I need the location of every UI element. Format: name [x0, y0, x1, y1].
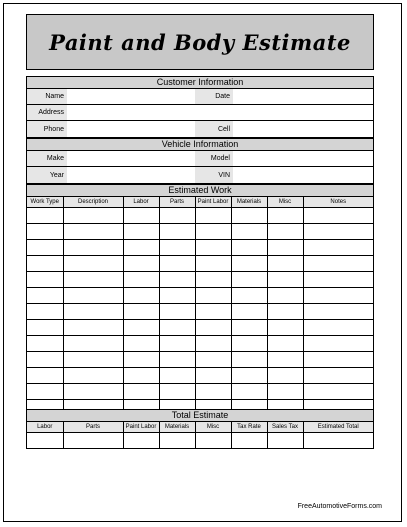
work-cell[interactable] [231, 288, 267, 304]
total-estimate-section [26, 409, 374, 449]
total-cell[interactable] [303, 433, 373, 449]
work-cell[interactable] [195, 304, 231, 320]
work-column-header: Labor [123, 197, 159, 208]
total-cell[interactable] [27, 433, 63, 449]
work-cell[interactable] [231, 208, 267, 224]
cell-field[interactable] [233, 121, 373, 137]
work-cell[interactable] [123, 384, 159, 400]
phone-label: Phone [27, 121, 67, 137]
work-cell[interactable] [195, 256, 231, 272]
work-cell[interactable] [267, 304, 303, 320]
work-cell[interactable] [159, 304, 195, 320]
work-cell[interactable] [195, 368, 231, 384]
work-cell[interactable] [159, 208, 195, 224]
work-cell[interactable] [27, 208, 63, 224]
work-header-row [27, 197, 373, 208]
work-cell[interactable] [123, 256, 159, 272]
total-header-row [27, 422, 373, 433]
work-cell[interactable] [123, 272, 159, 288]
work-cell[interactable] [27, 368, 63, 384]
work-cell[interactable] [159, 320, 195, 336]
total-cell[interactable] [63, 433, 123, 449]
work-cell[interactable] [303, 288, 373, 304]
work-cell[interactable] [27, 256, 63, 272]
work-cell[interactable] [195, 272, 231, 288]
work-cell[interactable] [267, 208, 303, 224]
work-cell[interactable] [27, 384, 63, 400]
customer-information-header: Customer Information [27, 77, 373, 89]
work-cell[interactable] [231, 336, 267, 352]
total-cell[interactable] [195, 433, 231, 449]
vehicle-row-make-model [27, 151, 373, 167]
work-cell[interactable] [27, 224, 63, 240]
work-cell[interactable] [303, 304, 373, 320]
work-cell[interactable] [195, 208, 231, 224]
work-row [27, 272, 373, 288]
name-label: Name [27, 89, 67, 104]
work-cell[interactable] [63, 304, 123, 320]
work-cell[interactable] [159, 352, 195, 368]
work-cell[interactable] [27, 304, 63, 320]
work-cell[interactable] [267, 320, 303, 336]
total-column-header: Estimated Total [303, 422, 373, 433]
work-row [27, 288, 373, 304]
work-row [27, 368, 373, 384]
work-row [27, 384, 373, 400]
work-cell[interactable] [195, 240, 231, 256]
total-cell[interactable] [231, 433, 267, 449]
work-cell[interactable] [231, 352, 267, 368]
page-title: Paint and Body Estimate [49, 29, 351, 55]
work-cell[interactable] [63, 288, 123, 304]
work-cell[interactable] [123, 304, 159, 320]
work-cell[interactable] [195, 384, 231, 400]
work-cell[interactable] [267, 384, 303, 400]
work-column-header: Misc [267, 197, 303, 208]
work-cell[interactable] [303, 224, 373, 240]
work-column-header: Parts [159, 197, 195, 208]
work-cell[interactable] [159, 288, 195, 304]
work-cell[interactable] [27, 320, 63, 336]
work-cell[interactable] [267, 288, 303, 304]
work-cell[interactable] [303, 272, 373, 288]
work-cell[interactable] [303, 208, 373, 224]
work-cell[interactable] [195, 320, 231, 336]
work-cell[interactable] [27, 352, 63, 368]
work-cell[interactable] [123, 224, 159, 240]
work-cell[interactable] [303, 336, 373, 352]
work-row [27, 256, 373, 272]
work-cell[interactable] [63, 384, 123, 400]
work-cell[interactable] [303, 256, 373, 272]
work-cell[interactable] [123, 352, 159, 368]
total-cell[interactable] [267, 433, 303, 449]
work-row [27, 224, 373, 240]
work-cell[interactable] [231, 272, 267, 288]
work-cell[interactable] [159, 256, 195, 272]
work-cell[interactable] [195, 336, 231, 352]
work-cell[interactable] [303, 240, 373, 256]
work-cell[interactable] [63, 320, 123, 336]
work-cell[interactable] [123, 240, 159, 256]
vehicle-information-header: Vehicle Information [27, 139, 373, 151]
year-field[interactable] [67, 167, 195, 183]
work-cell[interactable] [159, 224, 195, 240]
total-column-header: Parts [63, 422, 123, 433]
work-cell[interactable] [303, 384, 373, 400]
work-cell[interactable] [159, 240, 195, 256]
total-cell[interactable] [159, 433, 195, 449]
work-cell[interactable] [231, 240, 267, 256]
work-cell[interactable] [63, 256, 123, 272]
work-column-header: Notes [303, 197, 373, 208]
customer-information-section [26, 76, 374, 138]
total-column-header: Labor [27, 422, 63, 433]
work-cell[interactable] [63, 224, 123, 240]
work-column-header: Materials [231, 197, 267, 208]
total-estimate-header: Total Estimate [27, 410, 373, 422]
work-cell[interactable] [63, 208, 123, 224]
total-row [27, 433, 373, 449]
work-cell[interactable] [303, 368, 373, 384]
total-column-header: Sales Tax [267, 422, 303, 433]
model-field[interactable] [233, 151, 373, 166]
work-cell[interactable] [303, 352, 373, 368]
work-column-header: Description [63, 197, 123, 208]
work-column-header: Work Type [27, 197, 63, 208]
work-cell[interactable] [267, 352, 303, 368]
make-field[interactable] [67, 151, 195, 166]
customer-row-address [27, 105, 373, 121]
estimated-work-table [27, 197, 373, 415]
name-field[interactable] [67, 89, 195, 104]
work-cell[interactable] [159, 336, 195, 352]
work-cell[interactable] [231, 304, 267, 320]
work-cell[interactable] [159, 368, 195, 384]
work-cell[interactable] [123, 208, 159, 224]
work-cell[interactable] [267, 240, 303, 256]
work-cell[interactable] [63, 368, 123, 384]
work-cell[interactable] [63, 240, 123, 256]
work-cell[interactable] [267, 368, 303, 384]
work-cell[interactable] [27, 240, 63, 256]
work-cell[interactable] [27, 288, 63, 304]
work-cell[interactable] [123, 288, 159, 304]
total-column-header: Paint Labor [123, 422, 159, 433]
work-row [27, 208, 373, 224]
work-row [27, 320, 373, 336]
address-field[interactable] [67, 105, 373, 120]
make-label: Make [27, 151, 67, 166]
total-column-header: Materials [159, 422, 195, 433]
address-label: Address [27, 105, 67, 120]
work-cell[interactable] [63, 336, 123, 352]
vin-label: VIN [195, 167, 233, 183]
work-cell[interactable] [267, 336, 303, 352]
work-cell[interactable] [195, 224, 231, 240]
model-label: Model [195, 151, 233, 166]
work-cell[interactable] [231, 256, 267, 272]
title-banner [26, 14, 374, 70]
vehicle-information-section [26, 138, 374, 184]
estimated-work-section [26, 184, 374, 416]
phone-field[interactable] [67, 121, 195, 137]
estimated-work-header: Estimated Work [27, 185, 373, 197]
vehicle-row-year-vin [27, 167, 373, 183]
vin-field[interactable] [233, 167, 373, 183]
work-cell[interactable] [303, 320, 373, 336]
work-row [27, 304, 373, 320]
footer-website: FreeAutomotiveForms.com [297, 503, 382, 510]
work-cell[interactable] [159, 384, 195, 400]
total-column-header: Misc [195, 422, 231, 433]
work-cell[interactable] [267, 256, 303, 272]
work-row [27, 336, 373, 352]
work-cell[interactable] [27, 272, 63, 288]
work-cell[interactable] [231, 368, 267, 384]
customer-row-name-date [27, 89, 373, 105]
date-field[interactable] [233, 89, 373, 104]
work-cell[interactable] [195, 352, 231, 368]
cell-label: Cell [195, 121, 233, 137]
total-cell[interactable] [123, 433, 159, 449]
work-row [27, 352, 373, 368]
customer-row-phone-cell [27, 121, 373, 137]
total-column-header: Tax Rate [231, 422, 267, 433]
work-cell[interactable] [267, 272, 303, 288]
work-cell[interactable] [195, 288, 231, 304]
work-cell[interactable] [123, 336, 159, 352]
work-row [27, 240, 373, 256]
year-label: Year [27, 167, 67, 183]
work-cell[interactable] [159, 272, 195, 288]
work-cell[interactable] [63, 272, 123, 288]
work-cell[interactable] [123, 320, 159, 336]
work-cell[interactable] [123, 368, 159, 384]
work-cell[interactable] [231, 224, 267, 240]
total-estimate-table [27, 422, 373, 448]
date-label: Date [195, 89, 233, 104]
work-cell[interactable] [27, 336, 63, 352]
work-cell[interactable] [231, 320, 267, 336]
work-cell[interactable] [63, 352, 123, 368]
work-cell[interactable] [267, 224, 303, 240]
work-cell[interactable] [231, 384, 267, 400]
work-column-header: Paint Labor [195, 197, 231, 208]
